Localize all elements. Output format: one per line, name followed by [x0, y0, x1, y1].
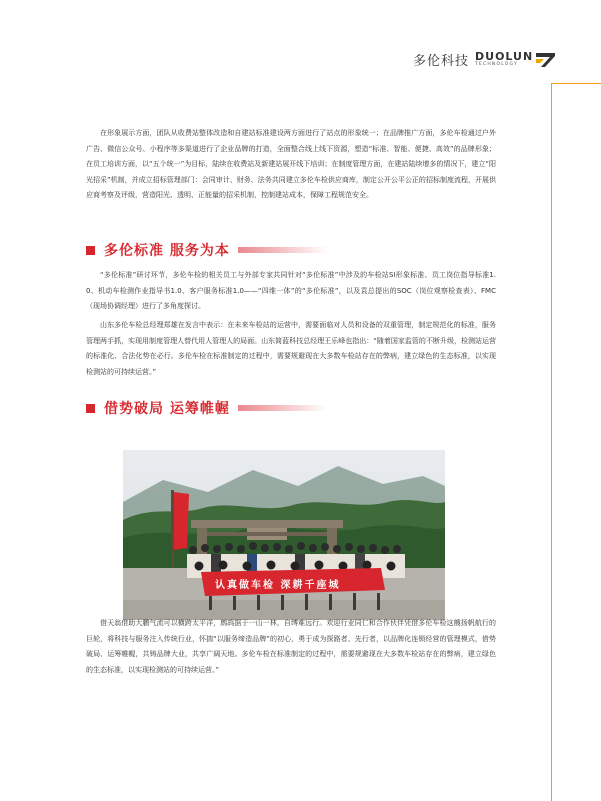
paragraph-closing: 借天翁借助大鹏气流可以横跨太平洋，鹧鸪据于一山一林，自缚难远行。欢迎行业同仁和合作伙伴凭借多伦车检这艘扬帆航行的巨轮，将科技与服务注入传统行业，怀揣“以服务缔造品牌”的初心，勇于成为探路者、先行者，以品牌化连锁经营的管理模式，借势破局、运筹帷幄，共铸品牌大业，共享广阔天地。多伦车检在标准制定的过程中，需要规避现在大多数车检站存在的弊病，建立绿色的生态标准，以实现检测站的可持续运营。” [86, 619, 496, 674]
red-square-bullet-icon [86, 404, 95, 413]
brand-name-en: DUOLUN [475, 50, 534, 64]
paragraph-speech: 山东多伦车检总经理郑雄在发言中表示：在未来车检站的运营中，需要面临对人员和设备的双重管理，制定规范化的标准，服务管理两手抓，实现用制度管理人替代用人管理人的局面。山东简蓝科技总经理王乐峰也指出：“随着国家监管的不断升级，检测站运营的标准化、合法化势在必行。多伦车检在标准制定的过程中，需要规避现在大多数车检站存在的弊病，建立绿色的生态标准，以实现检测站的可持续运营。” [86, 321, 496, 376]
group-photo [123, 450, 445, 620]
stripe-decoration-icon [238, 244, 328, 256]
paragraph-intro: 在形象展示方面，团队从收费站整体改造和自建站标准建设两方面进行了站点的形象统一；在品牌推广方面，多伦车检通过户外广告、微信公众号、小程序等多渠道进行了企业品牌的打造，全面整合线上线下资源，塑造“标准、智能、便捷、高效”的品牌形象；在员工培训方面，以“五个统一”为目标，陆续在收费站及新建站展开线下培训；在制度管理方面，在建站陆续增多的情况下，建立“阳光招采”机制，并成立招标管理部门：会同审计、财务、法务共同建立多伦车检供应商库，制定公开公平公正的招标制度流程，开展供应商考察及评级，营造阳光、透明、正能量的招采机制，控制建站成本，保障工程规范安全。 [86, 129, 496, 200]
paragraph-seminar: “多伦标准”研讨环节，多伦车检的相关员工与外部专家共同针对“多伦标准”中涉及的车检站SI形象标准、员工岗位指导标准1.0、机动车检测作业指导书1.0、客户服务标准1.0——“四维一体”的“多伦标准”，以及袁总提出的SOC（岗位观察检查表）、FMC（现场协调经理）进行了多角度探讨。 [86, 271, 496, 311]
brand-logo [413, 50, 555, 69]
frame-line-left [551, 83, 552, 801]
photo-banner-text: 认真做车检 深耕千座城 [215, 580, 341, 591]
section-title: 多伦标准 服务为本 [104, 243, 230, 259]
duolun-arrow-icon [536, 53, 555, 67]
brand-name-en-sub: TECHNOLOGY [475, 62, 518, 68]
section-heading-standard [86, 240, 328, 260]
brand-name-en-block [475, 51, 533, 68]
brand-name-cn: 多伦科技 [413, 54, 470, 69]
section-title: 借势破局 运筹帷幄 [104, 401, 230, 417]
stripe-decoration-icon [238, 402, 328, 414]
frame-line-top [551, 83, 601, 84]
red-square-bullet-icon [86, 246, 95, 255]
section-heading-strategy [86, 398, 328, 418]
